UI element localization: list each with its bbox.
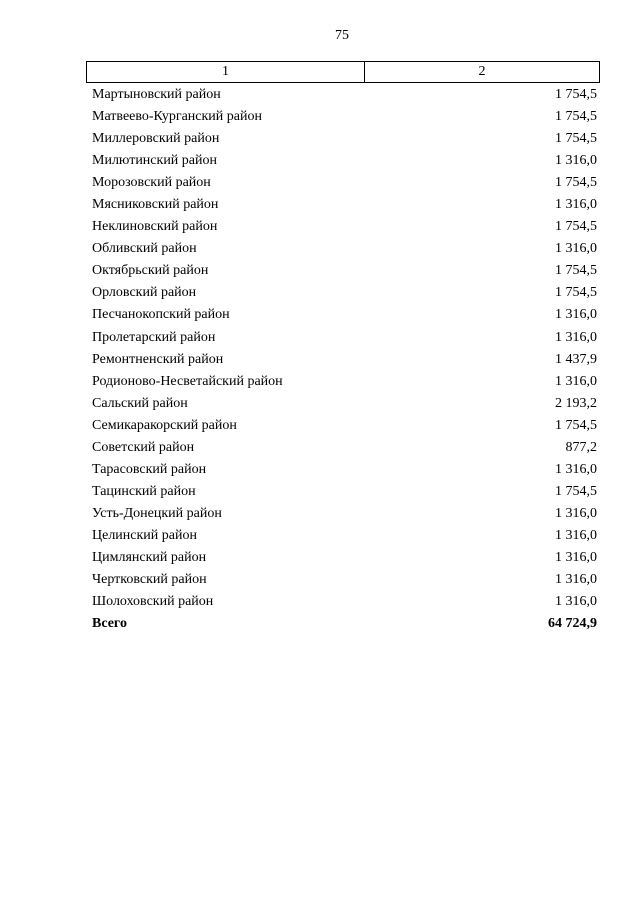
table-row: [92, 172, 597, 194]
column-header-1: 1: [87, 62, 365, 82]
table-header: [86, 61, 600, 83]
table-row: [92, 525, 597, 547]
district-name: Октябрьский район: [92, 263, 209, 279]
district-name: Матвеево-Курганский район: [92, 109, 262, 125]
district-value: 1 316,0: [555, 572, 597, 588]
table-row: [92, 415, 597, 437]
district-value: 1 316,0: [555, 594, 597, 610]
table-row: [92, 84, 597, 106]
district-value: 1 754,5: [555, 219, 597, 235]
table-row: [92, 459, 597, 481]
table-row: [92, 216, 597, 238]
district-name: Сальский район: [92, 395, 188, 411]
district-name: Шолоховский район: [92, 594, 214, 610]
district-value: 1 754,5: [555, 131, 597, 147]
district-name: Усть-Донецкий район: [92, 505, 222, 521]
district-value: 1 754,5: [555, 263, 597, 279]
district-name: Пролетарский район: [92, 329, 216, 345]
district-value: 1 754,5: [555, 175, 597, 191]
district-value: 2 193,2: [555, 395, 597, 411]
district-value: 1 316,0: [555, 197, 597, 213]
table-row: [92, 371, 597, 393]
table-row: [92, 106, 597, 128]
table-row: [92, 503, 597, 525]
district-value: 1 316,0: [555, 329, 597, 345]
district-name: Мартыновский район: [92, 87, 221, 103]
district-value: 1 754,5: [555, 109, 597, 125]
district-name: Неклиновский район: [92, 219, 218, 235]
total-value: 64 724,9: [548, 616, 597, 632]
district-value: 1 316,0: [555, 307, 597, 323]
district-value: 877,2: [565, 439, 597, 455]
district-name: Ремонтненский район: [92, 351, 224, 367]
district-value: 1 316,0: [555, 505, 597, 521]
district-name: Мясниковский район: [92, 197, 219, 213]
district-name: Чертковский район: [92, 572, 207, 588]
district-value: 1 316,0: [555, 373, 597, 389]
table-row: [92, 393, 597, 415]
table-row: [92, 194, 597, 216]
district-name: Песчанокопский район: [92, 307, 230, 323]
district-value: 1 316,0: [555, 461, 597, 477]
district-value: 1 316,0: [555, 241, 597, 257]
district-name: Семикаракорский район: [92, 417, 237, 433]
total-row: [92, 613, 597, 635]
district-value: 1 316,0: [555, 153, 597, 169]
table-row: [92, 304, 597, 326]
table-row: [92, 150, 597, 172]
district-name: Тацинский район: [92, 483, 196, 499]
table-row: [92, 260, 597, 282]
table-row: [92, 349, 597, 371]
district-value: 1 754,5: [555, 285, 597, 301]
district-name: Цимлянский район: [92, 550, 207, 565]
table-row: [92, 437, 597, 459]
district-name: Родионово-Несветайский район: [92, 373, 283, 389]
table-row: [92, 591, 597, 613]
district-name: Советский район: [92, 439, 195, 455]
table-row: [92, 128, 597, 150]
district-name: Миллеровский район: [92, 131, 220, 147]
district-value: 1 754,5: [555, 483, 597, 499]
district-value: 1 754,5: [555, 417, 597, 433]
page-number: 75: [335, 28, 349, 43]
district-value: 1 754,5: [555, 87, 597, 103]
table-row: [92, 569, 597, 591]
table-body: [92, 84, 597, 635]
total-label: Всего: [92, 616, 127, 632]
district-value: 1 316,0: [555, 550, 597, 565]
district-value: 1 316,0: [555, 527, 597, 543]
table-row: [92, 327, 597, 349]
district-name: Морозовский район: [92, 175, 211, 191]
district-value: 1 437,9: [555, 351, 597, 367]
table-row: [92, 238, 597, 260]
district-name: Милютинский район: [92, 153, 218, 169]
district-name: Целинский район: [92, 527, 197, 543]
column-header-2: 2: [478, 64, 486, 79]
table-row: [92, 481, 597, 503]
district-name: Тарасовский район: [92, 461, 207, 477]
district-name: Орловский район: [92, 285, 197, 301]
district-name: Обливский район: [92, 241, 197, 257]
table-row: [92, 547, 597, 569]
table-row: [92, 282, 597, 304]
